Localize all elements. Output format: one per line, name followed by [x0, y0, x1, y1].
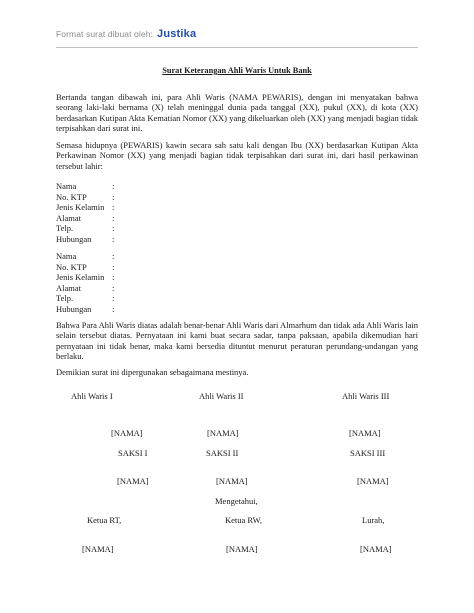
field-colon: : — [112, 233, 115, 244]
field-label: Hubungan — [56, 303, 92, 314]
official-name-rw: [NAMA] — [226, 544, 258, 554]
field-row-phone — [56, 223, 256, 234]
field-row-name — [56, 181, 256, 192]
field-colon: : — [112, 261, 115, 272]
field-colon: : — [112, 303, 115, 314]
field-row-gender — [56, 272, 256, 283]
field-label: Alamat — [56, 212, 82, 223]
official-title-lurah: Lurah, — [362, 515, 385, 525]
witness-name-2: [NAMA] — [216, 476, 248, 486]
justika-logo[interactable]: Justika — [157, 28, 197, 40]
field-colon: : — [112, 191, 115, 202]
witness-titles-row — [56, 448, 418, 459]
field-label: Nama — [56, 251, 77, 261]
opening-paragraph: Bertanda tangan dibawah ini, para Ahli Waris (NAMA PEWARIS), dengan ini menyatakan bahwa seorang laki-laki bernama (X) telah meninggal dunia pada tanggal (XX), pukul (XX), di kota (XX) berdasarkan Kutipan Akta Kematian Nomor (XX) yang dikeluarkan oleh (XX) yang menjadi bagian tidak terpisahkan dari surat ini. — [56, 92, 418, 134]
field-colon: : — [112, 223, 115, 234]
field-row-name — [56, 251, 256, 262]
field-row-ktp — [56, 192, 256, 203]
field-label: Telp. — [56, 293, 74, 304]
witness-title-1: SAKSI I — [118, 448, 148, 458]
field-row-phone — [56, 293, 256, 304]
heir-fields-2 — [56, 251, 256, 315]
official-names-row — [56, 544, 418, 555]
heir-titles-row — [56, 391, 418, 402]
official-name-lurah: [NAMA] — [360, 544, 392, 554]
field-row-gender — [56, 202, 256, 213]
witness-names-row — [56, 476, 418, 487]
heir-fields-1 — [56, 181, 256, 245]
official-title-rw: Ketua RW, — [225, 515, 262, 525]
field-colon: : — [112, 282, 115, 293]
letter-title: Surat Keterangan Ahli Waris Untuk Bank — [162, 66, 312, 75]
acknowledged-row — [56, 496, 418, 507]
official-name-rt: [NAMA] — [82, 544, 114, 554]
field-label: No. KTP — [56, 261, 87, 272]
heir-names-row — [56, 428, 418, 439]
acknowledged-label: Mengetahui, — [215, 496, 258, 506]
field-label: Hubungan — [56, 233, 92, 244]
field-label: Jenis Kelamin — [56, 202, 105, 213]
field-colon: : — [112, 251, 115, 261]
field-colon: : — [112, 181, 115, 191]
witness-name-1: [NAMA] — [117, 476, 149, 486]
header-divider — [56, 47, 418, 48]
official-titles-row — [56, 515, 418, 526]
marriage-paragraph: Semasa hidupnya (PEWARIS) kawin secara sah satu kali dengan Ibu (XX) berdasarkan Kutipan Akta Perkawinan Nomor (XX) yang menjadi bagian tidak terpisahkan dari surat ini, dari hasil perkawinan tersebut lahir: — [56, 140, 418, 171]
witness-name-3: [NAMA] — [357, 476, 389, 486]
field-row-address — [56, 283, 256, 294]
field-label: Telp. — [56, 223, 74, 234]
witness-title-3: SAKSI III — [350, 448, 386, 458]
brand-header — [56, 26, 196, 42]
field-colon: : — [112, 202, 115, 213]
field-label: Nama — [56, 181, 77, 191]
statement-paragraph: Bahwa Para Ahli Waris diatas adalah benar-benar Ahli Waris dari Almarhum dan tidak ada Ahli Waris lain selain tersebut diatas. Pernyataan ini kami buat secara sadar, tanpa paksaan, apabila dikemudian hari pernyataan ini tidak benar, maka kami bersedia dituntut menurut peraturan perundang-undangan yang berlaku. — [56, 320, 418, 362]
heir-name-1: [NAMA] — [111, 428, 143, 438]
field-row-address — [56, 213, 256, 224]
field-label: No. KTP — [56, 191, 87, 202]
field-label: Alamat — [56, 282, 82, 293]
field-colon: : — [112, 272, 115, 283]
heir-name-3: [NAMA] — [349, 428, 381, 438]
letter-body — [56, 66, 418, 554]
brand-prefix: Format surat dibuat oleh: — [56, 29, 153, 39]
official-title-rt: Ketua RT, — [87, 515, 122, 525]
field-colon: : — [112, 212, 115, 223]
field-row-relation — [56, 234, 256, 245]
heir-name-2: [NAMA] — [207, 428, 239, 438]
field-row-relation — [56, 304, 256, 315]
witness-title-2: SAKSI II — [206, 448, 239, 458]
field-colon: : — [112, 293, 115, 304]
heir-title-1: Ahli Waris I — [71, 391, 113, 401]
field-label: Jenis Kelamin — [56, 272, 105, 283]
heir-title-2: Ahli Waris II — [199, 391, 244, 401]
heir-title-3: Ahli Waris III — [342, 391, 390, 401]
field-row-ktp — [56, 262, 256, 273]
closing-line: Demikian surat ini dipergunakan sebagaimana mestinya. — [56, 367, 249, 377]
